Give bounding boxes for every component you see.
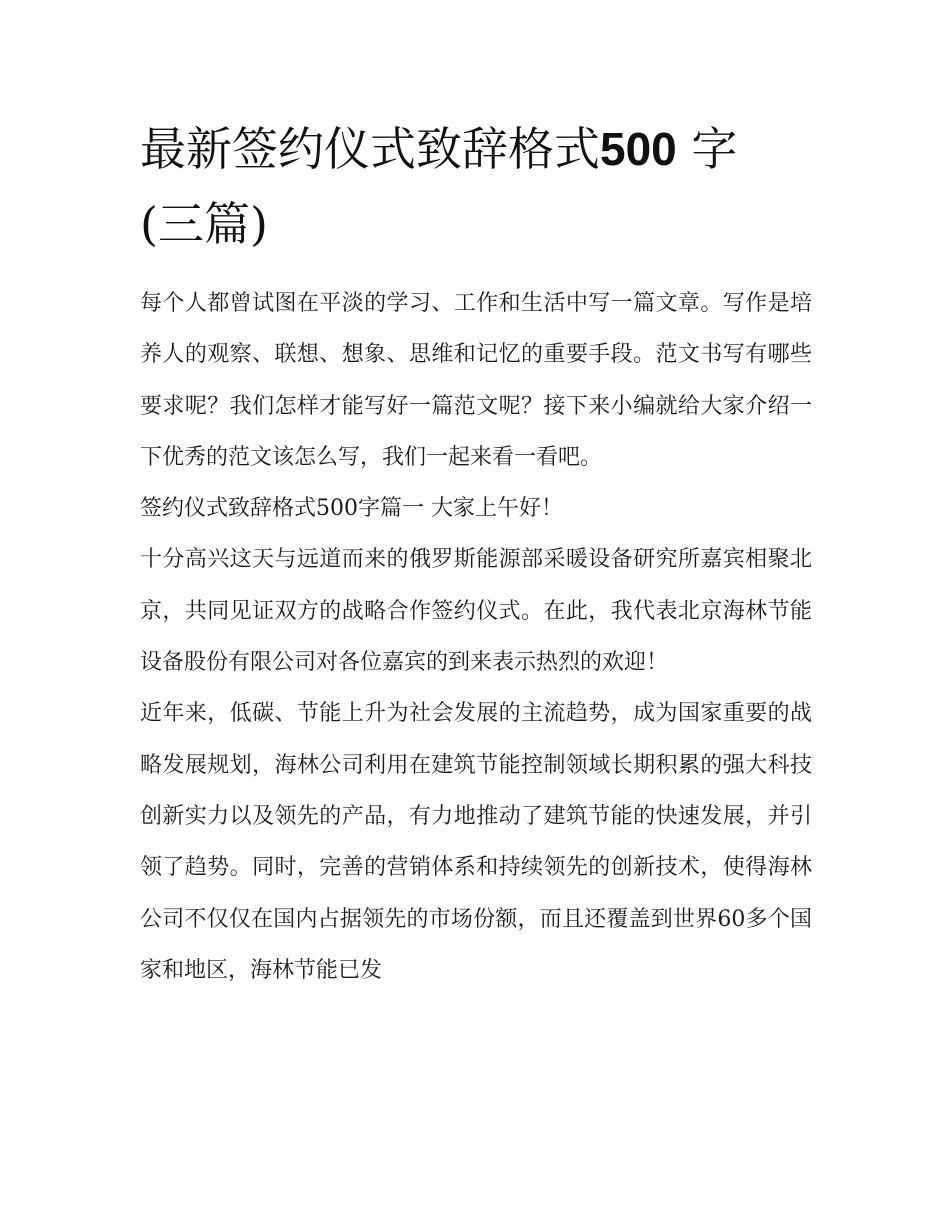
- title-number: 500: [600, 123, 677, 175]
- title-subtitle: (三篇): [140, 197, 268, 251]
- document-body: [140, 278, 812, 996]
- welcome-paragraph: 十分高兴这天与远道而来的俄罗斯能源部采暖设备研究所嘉宾相聚北京，共同见证双方的战略合作签约仪式。在此，我代表北京海林节能设备股份有限公司对各位嘉宾的到来表示热烈的欢迎！: [140, 547, 812, 676]
- intro-paragraph: 每个人都曾试图在平淡的学习、工作和生活中写一篇文章。写作是培养人的观察、联想、想象、思维和记忆的重要手段。范文书写有哪些要求呢？我们怎样才能写好一篇范文呢？接下来小编就给大家介绍一下优秀的范文该怎么写，我们一起来看一看吧。: [140, 291, 812, 470]
- background-paragraph: 近年来，低碳、节能上升为社会发展的主流趋势，成为国家重要的战略发展规划，海林公司利用在建筑节能控制领域长期积累的强大科技创新实力以及领先的产品，有力地推动了建筑节能的快速发展，并引领了趋势。同时，完善的营销体系和持续领先的创新技术，使得海林公司不仅仅在国内占据领先的市场份额，而且还覆盖到世界60多个国家和地区，海林节能已发: [140, 701, 812, 983]
- section-heading-paragraph: 签约仪式致辞格式500字篇一 大家上午好！: [140, 496, 563, 522]
- document-title: [140, 112, 820, 262]
- title-lead: 最新签约仪式致辞格式: [140, 122, 600, 176]
- title-tail: 字: [691, 122, 738, 176]
